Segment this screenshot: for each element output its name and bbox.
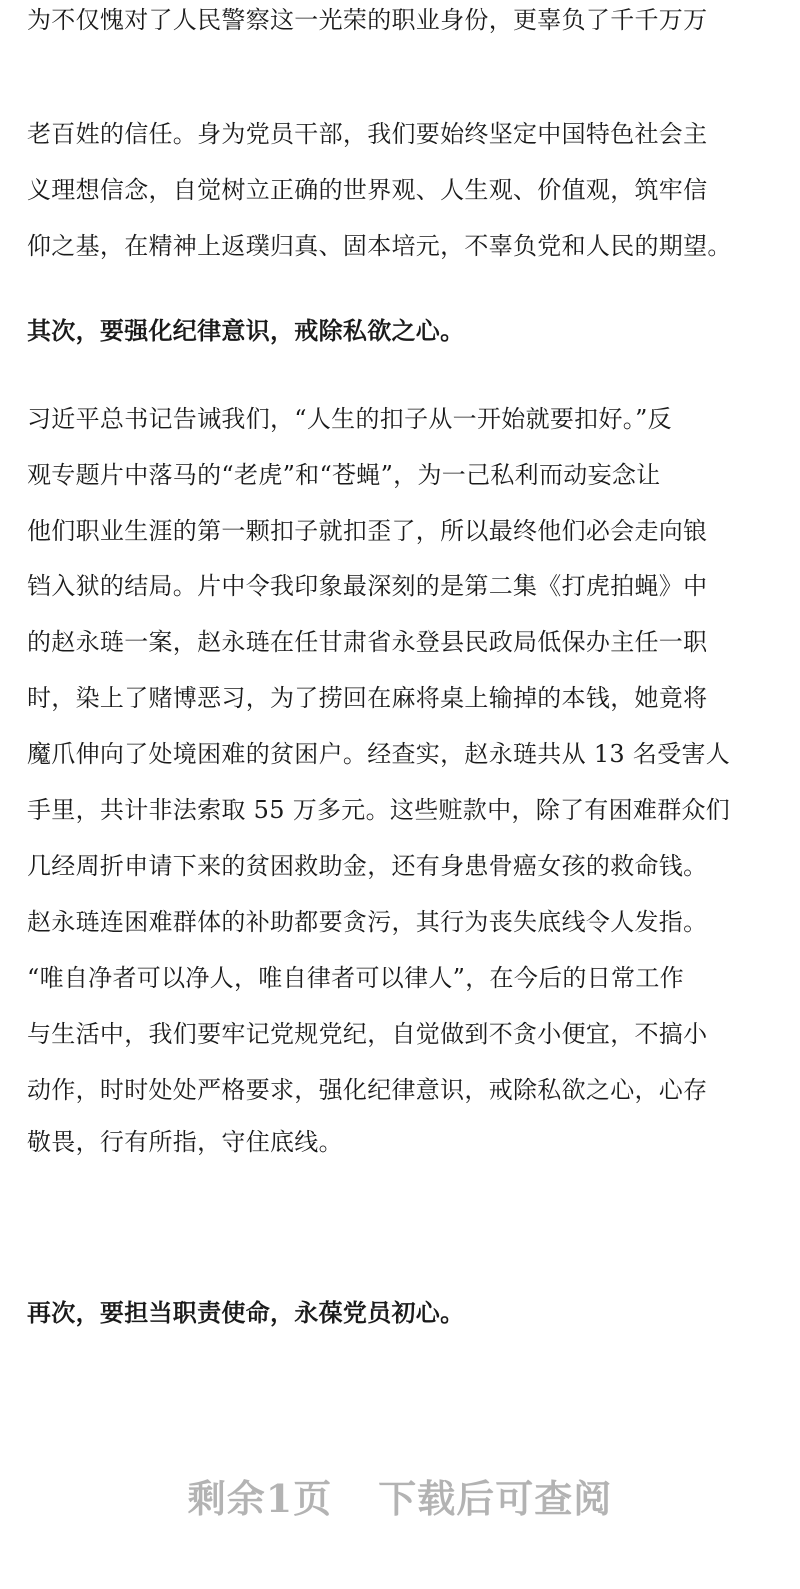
paragraph-line: 观专题片中落马的“老虎”和“苍蝇”，为一己私利而动妄念让 [27,461,661,489]
download-to-view-label: 下载后可查阅 [378,1476,613,1521]
remaining-pages-label: 剩余1页 [187,1476,333,1521]
paragraph-line: 铛入狱的结局。片中令我印象最深刻的是第二集《打虎拍蝇》中 [27,572,708,600]
section-heading: 其次，要强化纪律意识，戒除私欲之心。 [27,316,465,345]
paragraph-line: 赵永琏连困难群体的补助都要贪污，其行为丧失底线令人发指。 [27,908,708,936]
paragraph-line: 手里，共计非法索取 55 万多元。这些赃款中，除了有困难群众们 [27,796,731,824]
paragraph-line: 他们职业生涯的第一颗扣子就扣歪了，所以最终他们必会走向锒 [27,517,708,545]
paragraph-line: 习近平总书记告诫我们，“人生的扣子从一开始就要扣好。”反 [27,405,672,433]
paragraph-line: 老百姓的信任。身为党员干部，我们要始终坚定中国特色社会主 [27,120,708,148]
paragraph-line: 仰之基，在精神上返璞归真、固本培元，不辜负党和人民的期望。 [27,232,732,260]
paragraph-line: 敬畏，行有所指，守住底线。 [27,1128,343,1156]
paragraph-line: 时，染上了赌博恶习，为了捞回在麻将桌上输掉的本钱，她竟将 [27,684,708,712]
paragraph-line: 为不仅愧对了人民警察这一光荣的职业身份，更辜负了千千万万 [27,6,708,34]
paragraph-line: “唯自净者可以净人，唯自律者可以律人”，在今后的日常工作 [27,964,684,992]
paragraph-line: 的赵永琏一案，赵永琏在任甘肃省永登县民政局低保办主任一职 [27,628,708,656]
paragraph-line: 几经周折申请下来的贫困救助金，还有身患骨癌女孩的救命钱。 [27,852,708,880]
paragraph-line: 义理想信念，自觉树立正确的世界观、人生观、价值观，筑牢信 [27,176,708,204]
section-heading: 再次，要担当职责使命，永葆党员初心。 [27,1298,465,1327]
paragraph-line: 与生活中，我们要牢记党规党纪，自觉做到不贪小便宜，不搞小 [27,1020,708,1048]
paragraph-line: 动作，时时处处严格要求，强化纪律意识，戒除私欲之心，心存 [27,1076,708,1104]
paragraph-line: 魔爪伸向了处境困难的贫困户。经查实，赵永琏共从 13 名受害人 [27,740,731,768]
download-prompt[interactable] [0,1468,800,1523]
